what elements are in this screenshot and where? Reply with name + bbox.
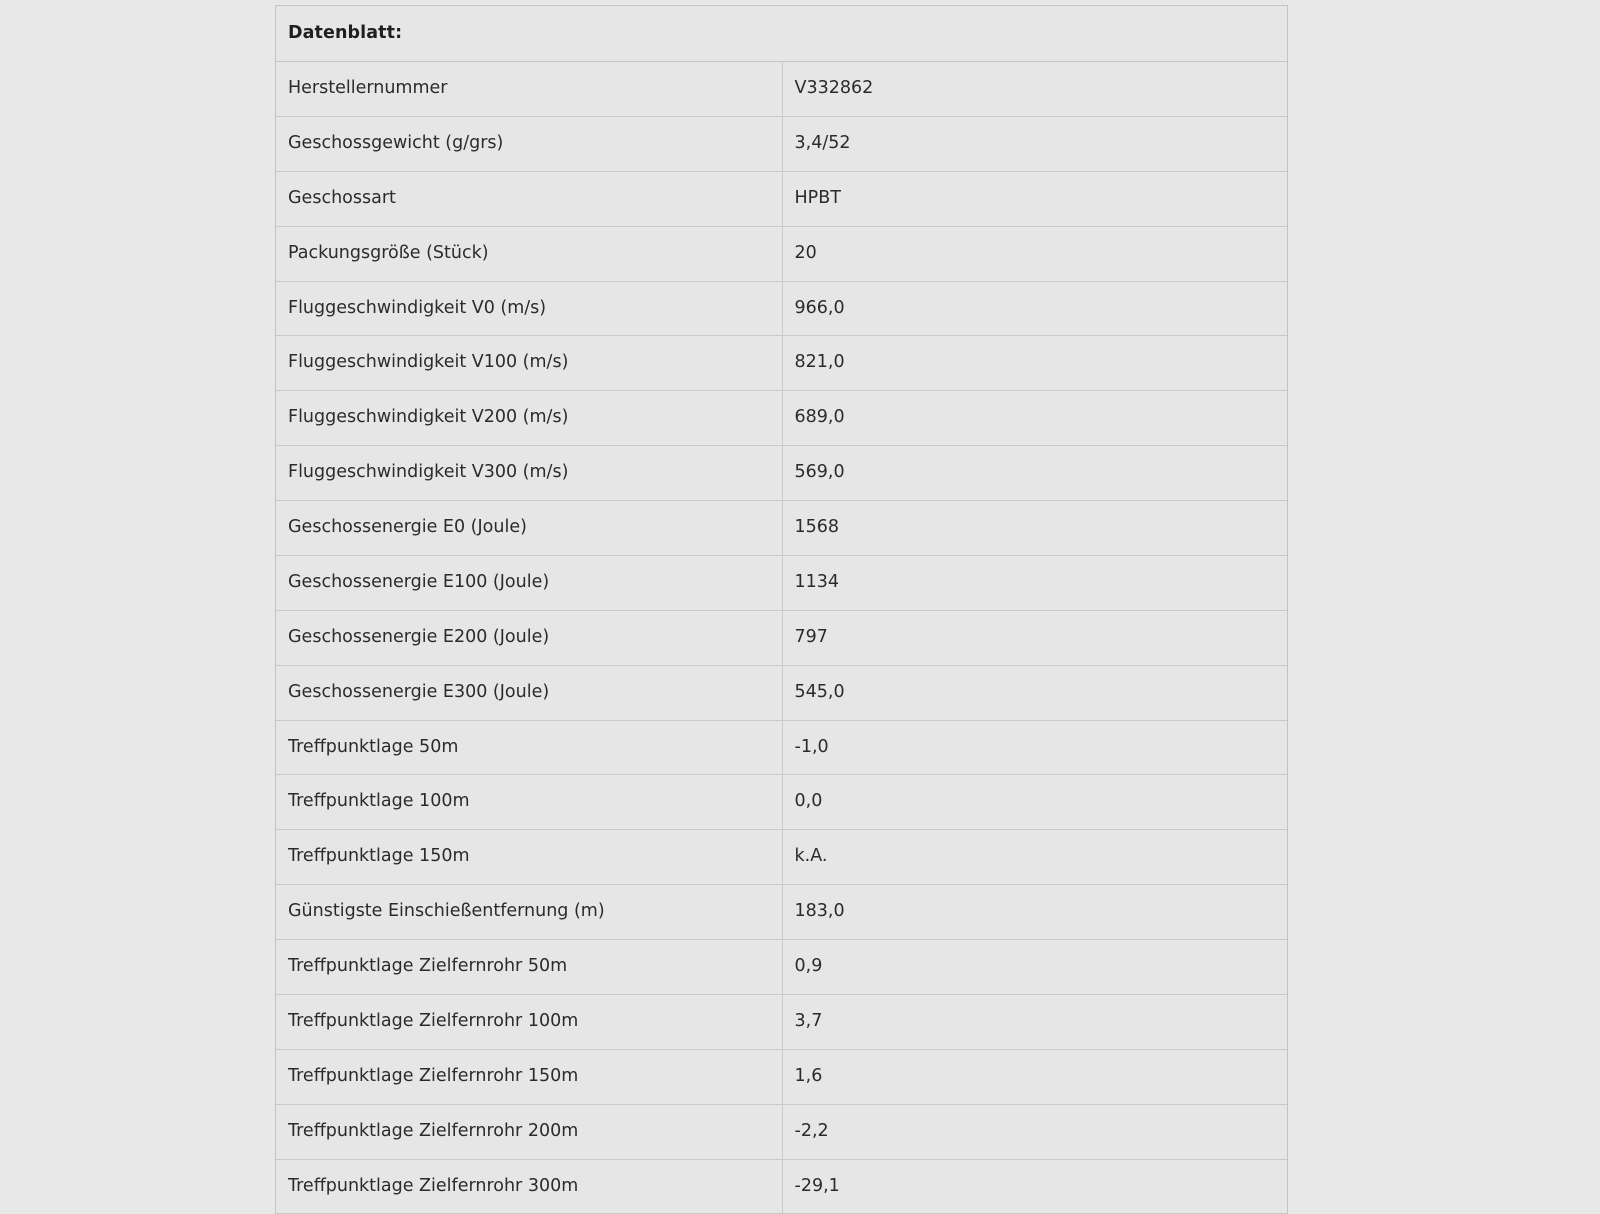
table-row — [276, 171, 1287, 226]
spec-label: Treffpunktlage Zielfernrohr 300m — [276, 1159, 782, 1214]
spec-label: Geschossgewicht (g/grs) — [276, 116, 782, 171]
spec-label: Geschossenergie E100 (Joule) — [276, 555, 782, 610]
table-row — [276, 336, 1287, 391]
spec-value: -2,2 — [782, 1104, 1287, 1159]
spec-value: -1,0 — [782, 720, 1287, 775]
spec-value: HPBT — [782, 171, 1287, 226]
table-row — [276, 994, 1287, 1049]
spec-label: Geschossart — [276, 171, 782, 226]
spec-value: 966,0 — [782, 281, 1287, 336]
spec-label: Fluggeschwindigkeit V0 (m/s) — [276, 281, 782, 336]
table-row — [276, 940, 1287, 995]
spec-value: 689,0 — [782, 391, 1287, 446]
spec-label: Fluggeschwindigkeit V100 (m/s) — [276, 336, 782, 391]
spec-value: 1134 — [782, 555, 1287, 610]
table-row — [276, 1159, 1287, 1214]
spec-value: 3,4/52 — [782, 116, 1287, 171]
datasheet-panel — [275, 5, 1288, 1214]
table-row — [276, 885, 1287, 940]
spec-value: 0,9 — [782, 940, 1287, 995]
spec-value: 797 — [782, 610, 1287, 665]
table-row — [276, 1049, 1287, 1104]
table-row — [276, 610, 1287, 665]
spec-label: Fluggeschwindigkeit V300 (m/s) — [276, 446, 782, 501]
spec-value: 0,0 — [782, 775, 1287, 830]
table-row — [276, 501, 1287, 556]
spec-value: 183,0 — [782, 885, 1287, 940]
datasheet-heading-row — [276, 6, 1287, 62]
spec-label: Packungsgröße (Stück) — [276, 226, 782, 281]
spec-value: 545,0 — [782, 665, 1287, 720]
spec-label: Treffpunktlage 50m — [276, 720, 782, 775]
datasheet-table-body — [276, 62, 1287, 1214]
spec-label: Treffpunktlage Zielfernrohr 50m — [276, 940, 782, 995]
spec-value: V332862 — [782, 62, 1287, 117]
table-row — [276, 281, 1287, 336]
spec-value: -29,1 — [782, 1159, 1287, 1214]
spec-label: Treffpunktlage Zielfernrohr 150m — [276, 1049, 782, 1104]
spec-label: Treffpunktlage Zielfernrohr 200m — [276, 1104, 782, 1159]
spec-label: Geschossenergie E0 (Joule) — [276, 501, 782, 556]
spec-value: 821,0 — [782, 336, 1287, 391]
table-row — [276, 226, 1287, 281]
table-row — [276, 446, 1287, 501]
spec-label: Treffpunktlage 150m — [276, 830, 782, 885]
table-row — [276, 62, 1287, 117]
spec-value: 20 — [782, 226, 1287, 281]
table-row — [276, 720, 1287, 775]
datasheet-table — [276, 6, 1287, 1214]
table-row — [276, 555, 1287, 610]
table-row — [276, 830, 1287, 885]
spec-label: Treffpunktlage 100m — [276, 775, 782, 830]
spec-value: 1,6 — [782, 1049, 1287, 1104]
spec-label: Fluggeschwindigkeit V200 (m/s) — [276, 391, 782, 446]
spec-label: Herstellernummer — [276, 62, 782, 117]
table-row — [276, 116, 1287, 171]
spec-value: 1568 — [782, 501, 1287, 556]
spec-value: 569,0 — [782, 446, 1287, 501]
spec-label: Günstigste Einschießentfernung (m) — [276, 885, 782, 940]
spec-label: Treffpunktlage Zielfernrohr 100m — [276, 994, 782, 1049]
spec-label: Geschossenergie E200 (Joule) — [276, 610, 782, 665]
spec-value: k.A. — [782, 830, 1287, 885]
table-row — [276, 391, 1287, 446]
page-title: Datenblatt: — [276, 6, 1287, 62]
datasheet-table-head — [276, 6, 1287, 62]
table-row — [276, 1104, 1287, 1159]
spec-value: 3,7 — [782, 994, 1287, 1049]
table-row — [276, 775, 1287, 830]
spec-label: Geschossenergie E300 (Joule) — [276, 665, 782, 720]
table-row — [276, 665, 1287, 720]
